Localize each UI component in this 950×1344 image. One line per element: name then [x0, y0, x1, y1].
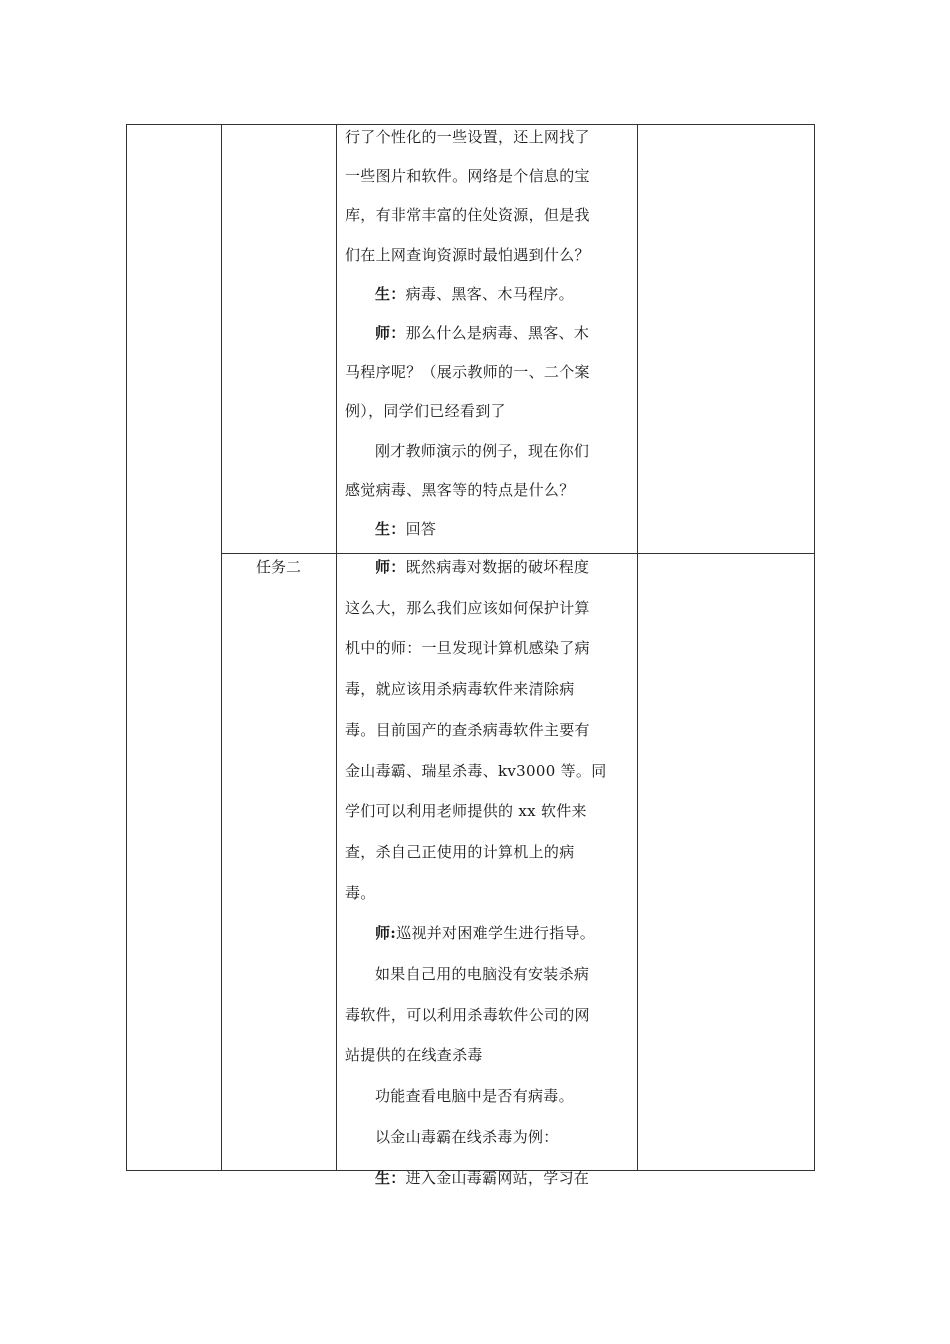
line-text: 感觉病毒、黑客等的特点是什么？ [345, 480, 575, 499]
text-line [345, 760, 630, 781]
lesson-table [126, 124, 815, 1187]
line-text: 毒软件，可以利用杀毒软件公司的网 [345, 1005, 590, 1024]
line-text: 毒。目前国产的查杀病毒软件主要有 [345, 720, 590, 739]
line-text: 巡视并对困难学生进行指导。 [396, 924, 596, 943]
text-line [345, 800, 630, 821]
line-text: 例），同学们已经看到了 [345, 402, 506, 421]
text-line [345, 518, 630, 539]
text-line [345, 1167, 630, 1188]
text-line [345, 678, 630, 699]
line-text: 一些图片和软件。网络是个信息的宝 [345, 167, 590, 186]
line-text: 马程序呢？（展示教师的一、二个案 [345, 363, 590, 382]
task-label: 任务二 [255, 558, 301, 576]
text-line [345, 1004, 630, 1025]
speaker-label: 生： [375, 520, 406, 538]
text-line [345, 1085, 630, 1106]
text-line [345, 244, 630, 265]
text-line [345, 440, 630, 461]
line-text: 库，有非常丰富的住处资源，但是我 [345, 206, 590, 225]
line-text: 行了个性化的一些设置，还上网找了 [345, 128, 590, 146]
speaker-label: 生： [375, 1168, 406, 1187]
text-line [345, 361, 630, 382]
content-cell-row2 [337, 554, 636, 1187]
column-border [637, 124, 638, 1171]
text-line [345, 126, 630, 147]
line-text: 如果自己用的电脑没有安装杀病 [375, 965, 590, 983]
text-line [345, 1044, 630, 1065]
speaker-label: 生： [375, 284, 406, 303]
text-line [345, 1126, 630, 1147]
speaker-label: 师： [375, 324, 406, 342]
content-cell-row1 [337, 124, 636, 554]
speaker-label: 师： [375, 558, 406, 576]
text-line [345, 922, 630, 943]
line-text: 机中的师：一旦发现计算机感染了病 [345, 639, 590, 658]
line-text: 进入金山毒霸网站，学习在 [405, 1168, 590, 1187]
line-text: 们在上网查询资源时最怕遇到什么？ [345, 245, 590, 264]
text-line [345, 165, 630, 186]
line-text: 刚才教师演示的例子，现在你们 [375, 441, 590, 460]
line-text: 毒，就应该用杀病毒软件来清除病 [345, 680, 575, 699]
line-text: 功能查看电脑中是否有病毒。 [375, 1087, 574, 1106]
line-text: 这么大，那么我们应该如何保护计算 [345, 598, 590, 617]
text-line [345, 322, 630, 343]
line-text: 以金山毒霸在线杀毒为例： [375, 1127, 559, 1146]
text-line [345, 841, 630, 862]
text-line [345, 479, 630, 500]
line-text: 毒。 [345, 883, 376, 902]
text-line [345, 204, 630, 225]
speaker-label: 师: [375, 924, 397, 943]
line-text: 金山毒霸、瑞星杀毒、kv3000 等。同 [345, 761, 607, 780]
column-border [221, 124, 222, 1171]
text-line [345, 556, 630, 577]
line-text: 那么什么是病毒、黑客、木 [405, 324, 590, 342]
line-text: 学们可以利用老师提供的 xx 软件来 [345, 802, 587, 821]
text-line [345, 283, 630, 304]
column-border [814, 124, 815, 1171]
text-line [345, 963, 630, 984]
line-text: 查，杀自己正使用的计算机上的病 [345, 842, 575, 861]
text-line [345, 882, 630, 903]
text-line [345, 400, 630, 421]
line-text: 回答 [405, 520, 437, 538]
line-text: 病毒、黑客、木马程序。 [405, 284, 574, 303]
line-text: 既然病毒对数据的破坏程度 [405, 558, 590, 576]
line-text: 站提供的在线查杀毒 [345, 1046, 483, 1065]
text-line [345, 637, 630, 658]
text-line [345, 597, 630, 618]
column-border [126, 124, 127, 1171]
text-line [345, 719, 630, 740]
